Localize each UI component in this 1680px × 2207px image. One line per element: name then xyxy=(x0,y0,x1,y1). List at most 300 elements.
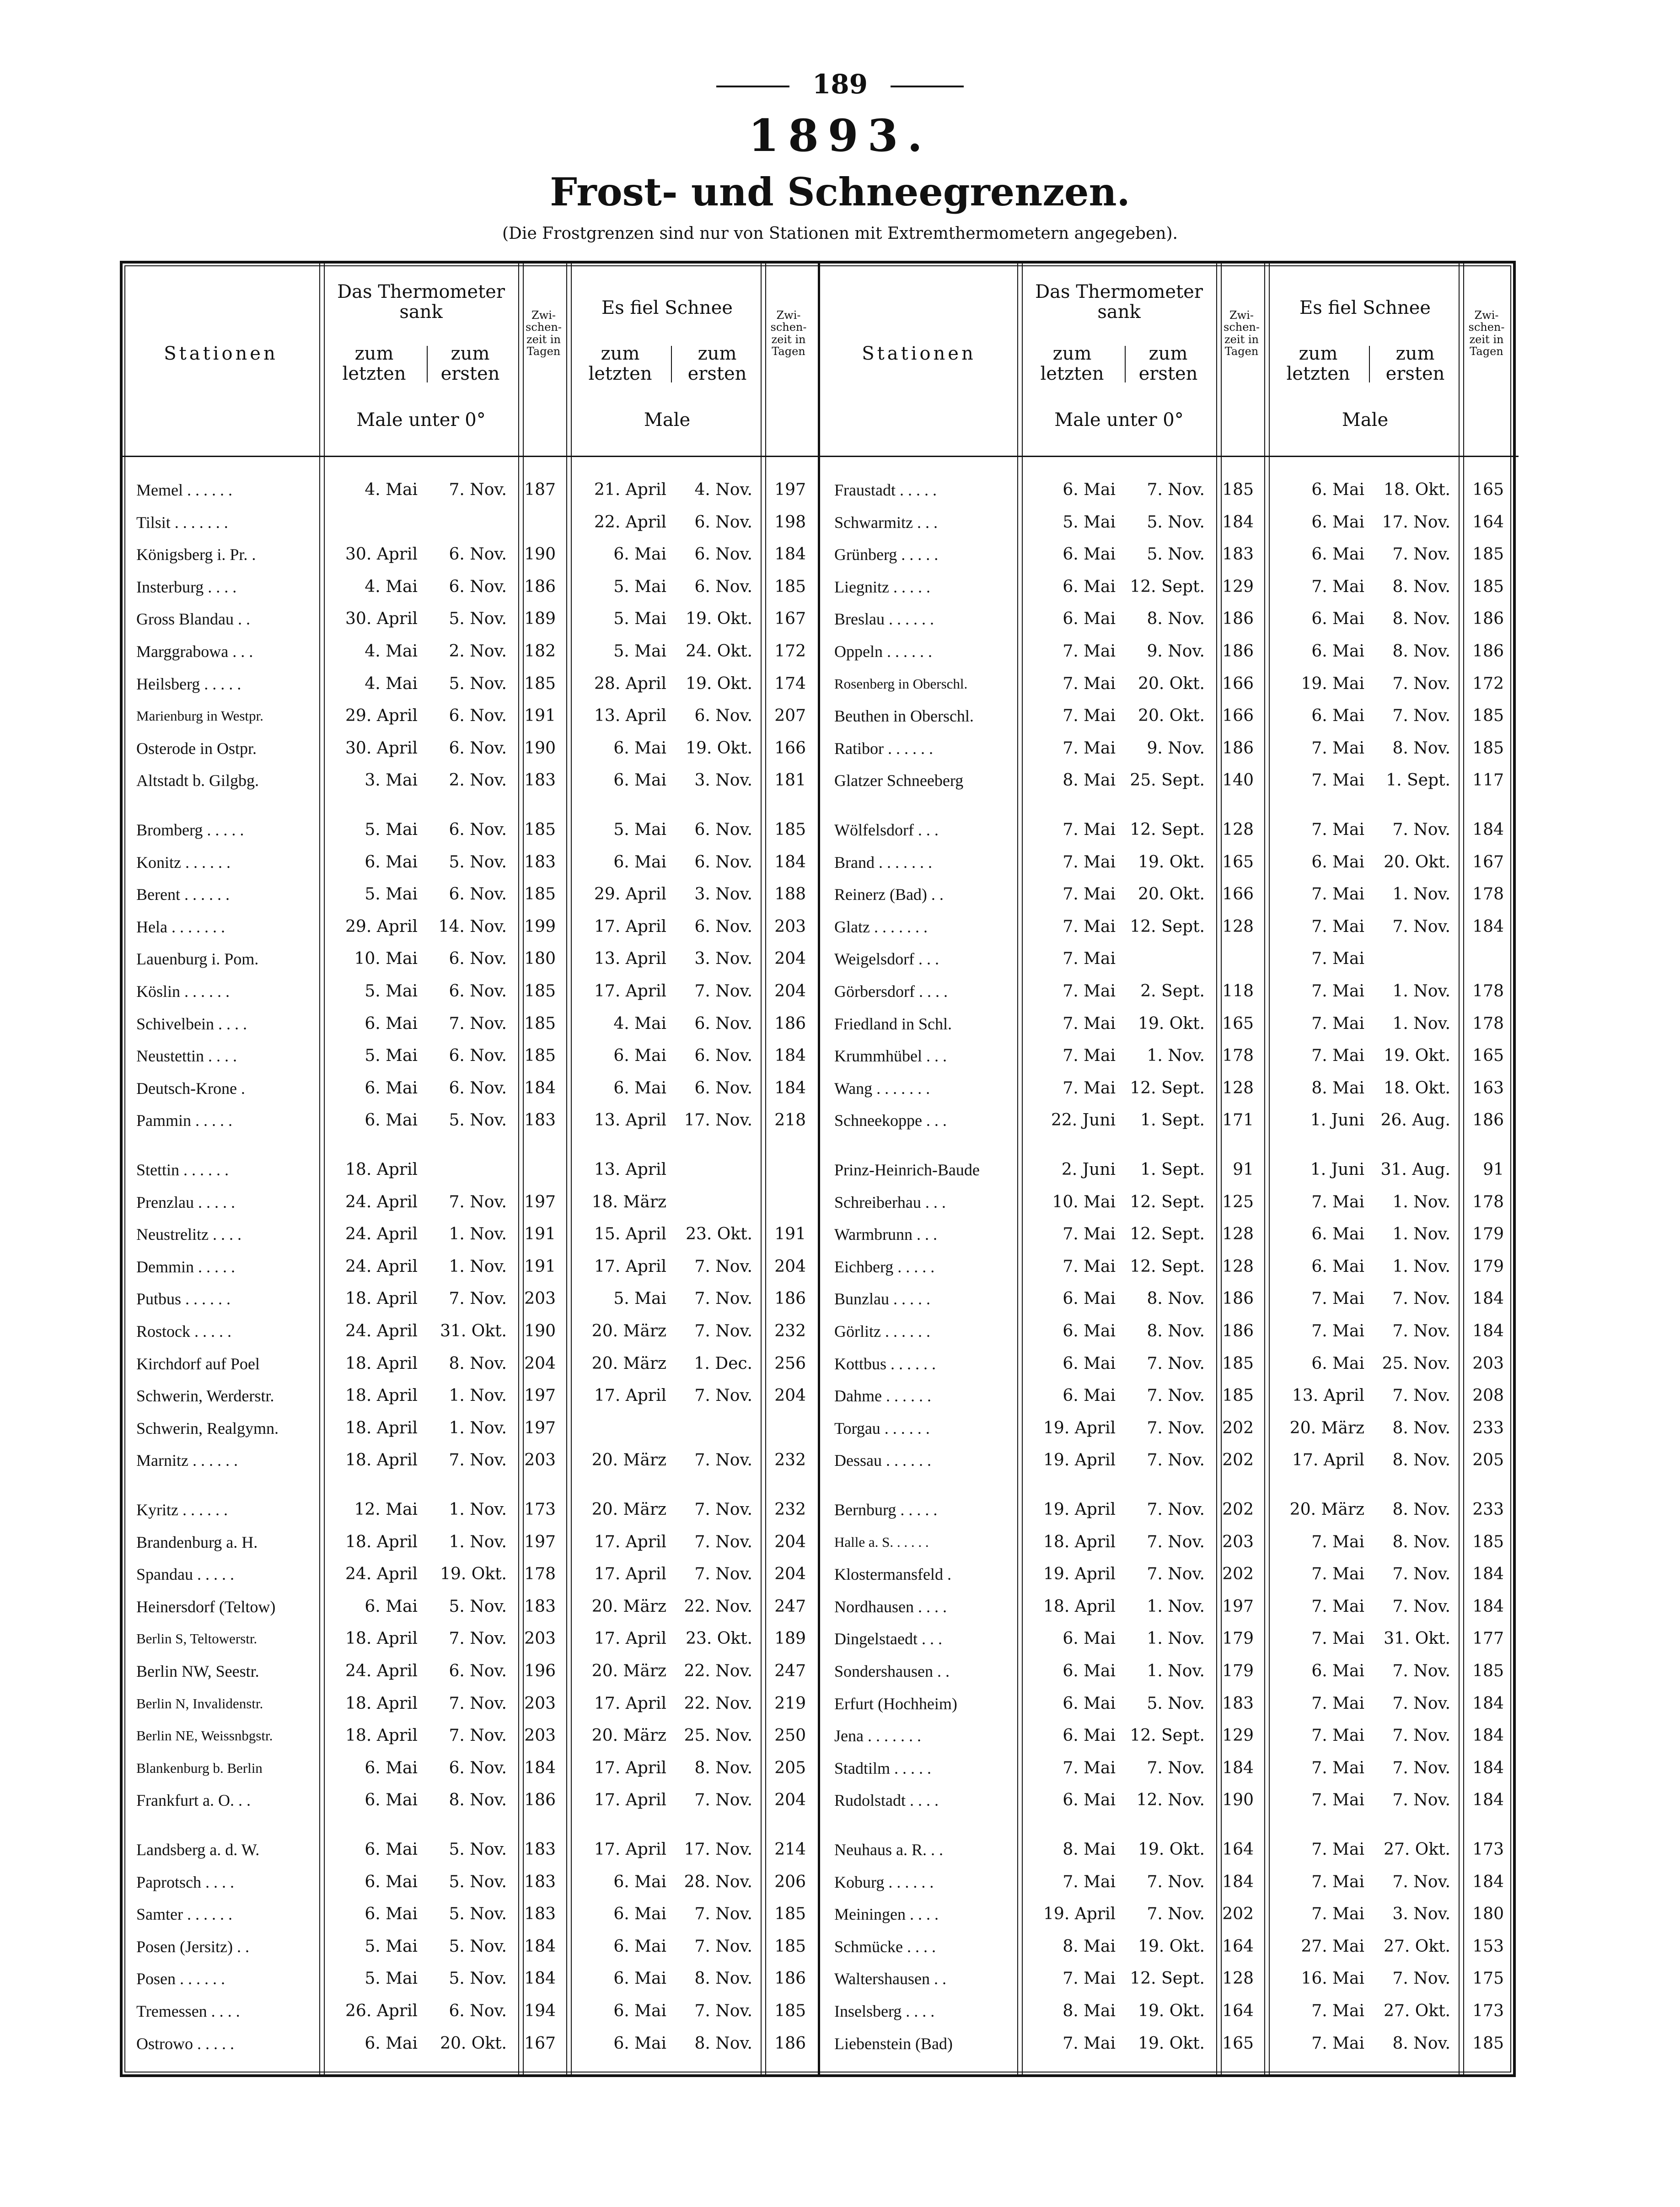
frost-interval: 165 xyxy=(1222,1014,1254,1033)
table-row xyxy=(821,1784,1519,1816)
snow-last: 15. April xyxy=(594,1225,666,1244)
snow-first: 19. Okt. xyxy=(686,609,752,629)
frost-first: 7. Nov. xyxy=(1147,1905,1205,1924)
frost-first: 2. Nov. xyxy=(449,771,507,790)
header-zum-letzten-1: zum letzten xyxy=(1040,343,1104,384)
frost-first: 6. Nov. xyxy=(449,738,507,758)
snow-interval: 172 xyxy=(1472,674,1504,693)
station-name: Stadtilm . . . . . xyxy=(834,1759,932,1777)
snow-last: 7. Mai xyxy=(1311,1905,1364,1924)
station-name: Insterburg . . . . xyxy=(136,577,237,596)
snow-first: 7. Nov. xyxy=(1392,1791,1450,1810)
table-row xyxy=(821,1008,1519,1040)
table-row xyxy=(123,1655,821,1687)
snow-interval: 186 xyxy=(774,1014,806,1033)
frost-first: 8. Nov. xyxy=(1147,609,1205,629)
table-row xyxy=(821,1444,1519,1476)
table-row xyxy=(821,1218,1519,1250)
snow-first: 3. Nov. xyxy=(694,885,752,904)
station-name: Heilsberg . . . . . xyxy=(136,674,242,693)
snow-first: 27. Okt. xyxy=(1384,1840,1450,1859)
frost-last: 6. Mai xyxy=(365,1078,418,1098)
table-row xyxy=(821,878,1519,910)
snow-interval: 179 xyxy=(1472,1257,1504,1276)
snow-first: 8. Nov. xyxy=(1392,2034,1450,2053)
snow-last: 17. April xyxy=(594,1791,666,1810)
frost-interval: 185 xyxy=(524,1014,556,1033)
station-name: Erfurt (Hochheim) xyxy=(834,1694,957,1713)
table-row xyxy=(123,975,821,1007)
snow-first: 7. Nov. xyxy=(1392,1289,1450,1308)
snow-last: 6. Mai xyxy=(613,771,666,790)
table-row xyxy=(821,571,1519,603)
table-row xyxy=(123,1720,821,1752)
page-title: Frost- und Schneegrenzen. xyxy=(550,169,1130,215)
snow-last: 6. Mai xyxy=(1311,1354,1364,1373)
snow-first: 22. Nov. xyxy=(684,1694,752,1713)
snow-interval: 218 xyxy=(774,1111,806,1130)
snow-interval: 191 xyxy=(774,1225,806,1244)
snow-last: 17. April xyxy=(594,1694,666,1713)
snow-last: 1. Juni xyxy=(1310,1111,1364,1130)
table-row xyxy=(821,764,1519,797)
table-row xyxy=(123,1784,821,1816)
frost-interval: 194 xyxy=(524,2002,556,2020)
snow-last: 6. Mai xyxy=(613,852,666,872)
table-row xyxy=(123,878,821,910)
station-name: Grünberg . . . . . xyxy=(834,545,939,564)
snow-last: 22. April xyxy=(594,512,666,532)
station-name: Schmücke . . . . xyxy=(834,1937,936,1956)
table-row xyxy=(821,1348,1519,1380)
frost-last: 7. Mai xyxy=(1063,917,1116,936)
table-row xyxy=(821,1526,1519,1558)
snow-first: 7. Nov. xyxy=(694,1451,752,1470)
station-name: Lauenburg i. Pom. xyxy=(136,950,259,969)
snow-first: 7. Nov. xyxy=(694,1937,752,1956)
station-name: Paprotsch . . . . xyxy=(136,1873,234,1891)
snow-first: 3. Nov. xyxy=(694,949,752,969)
station-name: Wang . . . . . . . xyxy=(834,1079,930,1098)
frost-first: 1. Nov. xyxy=(449,1257,507,1276)
frost-last: 7. Mai xyxy=(1063,1872,1116,1891)
frost-interval: 186 xyxy=(524,1791,556,1810)
frost-first: 1. Nov. xyxy=(1147,1046,1205,1066)
frost-last: 22. Juni xyxy=(1051,1111,1116,1130)
station-name: Weigelsdorf . . . xyxy=(834,950,939,969)
frost-last: 30. April xyxy=(345,609,418,629)
table-row xyxy=(821,1623,1519,1655)
frost-last: 6. Mai xyxy=(1063,1322,1116,1340)
snow-interval: 184 xyxy=(774,545,806,564)
snow-last: 7. Mai xyxy=(1311,1289,1364,1308)
frost-interval: 203 xyxy=(524,1289,556,1308)
frost-first: 5. Nov. xyxy=(449,674,507,693)
frost-interval: 167 xyxy=(524,2034,556,2053)
frost-last: 10. Mai xyxy=(354,949,418,969)
snow-interval: 250 xyxy=(774,1726,806,1745)
frost-first: 5. Nov. xyxy=(449,1840,507,1859)
frost-last: 12. Mai xyxy=(354,1500,418,1519)
frost-first: 7. Nov. xyxy=(1147,1500,1205,1519)
snow-last: 7. Mai xyxy=(1311,1046,1364,1066)
table-row xyxy=(123,538,821,571)
table-row xyxy=(123,1008,821,1040)
station-name: Breslau . . . . . . xyxy=(834,610,934,629)
snow-last: 13. April xyxy=(1292,1386,1364,1405)
table-row xyxy=(821,1072,1519,1104)
snow-last: 1. Juni xyxy=(1310,1160,1364,1179)
frost-last: 30. April xyxy=(345,738,418,758)
frost-first: 12. Sept. xyxy=(1130,1192,1205,1211)
snow-last: 5. Mai xyxy=(613,577,666,596)
snow-interval: 184 xyxy=(1472,1322,1504,1340)
table-row xyxy=(123,1251,821,1283)
snow-interval: 184 xyxy=(1472,917,1504,936)
table-row xyxy=(123,1963,821,1995)
snow-interval: 219 xyxy=(774,1694,806,1713)
snow-first: 8. Nov. xyxy=(1392,1418,1450,1437)
snow-interval: 185 xyxy=(1472,577,1504,596)
frost-interval: 164 xyxy=(1222,1840,1254,1859)
frost-last: 7. Mai xyxy=(1063,674,1116,693)
snow-first: 3. Nov. xyxy=(1392,1905,1450,1924)
frost-interval: 183 xyxy=(524,1111,556,1130)
header-zum-letzten-2: zum letzten xyxy=(1286,343,1350,384)
frost-interval: 186 xyxy=(1222,1289,1254,1308)
station-name: Torgau . . . . . . xyxy=(834,1419,930,1437)
frost-interval: 128 xyxy=(1222,1225,1254,1244)
table-row xyxy=(123,2028,821,2060)
station-name: Putbus . . . . . . xyxy=(136,1290,231,1308)
snow-last: 7. Mai xyxy=(1311,917,1364,936)
frost-interval: 164 xyxy=(1222,2002,1254,2020)
snow-interval: 178 xyxy=(1472,982,1504,1001)
table-row xyxy=(821,846,1519,878)
snow-first: 7. Nov. xyxy=(694,1532,752,1551)
snow-first: 22. Nov. xyxy=(684,1597,752,1616)
snow-interval: 184 xyxy=(1472,1758,1504,1777)
snow-first: 7. Nov. xyxy=(1392,1597,1450,1616)
snow-interval: 185 xyxy=(1472,2034,1504,2053)
station-name: Heinersdorf (Teltow) xyxy=(136,1597,276,1616)
station-name: Spandau . . . . . xyxy=(136,1565,234,1584)
frost-last: 2. Juni xyxy=(1061,1160,1116,1179)
snow-last: 6. Mai xyxy=(1311,1225,1364,1244)
snow-last: 17. April xyxy=(594,982,666,1001)
table-row xyxy=(123,846,821,878)
frost-interval: 186 xyxy=(1222,642,1254,661)
frost-last: 5. Mai xyxy=(365,1969,418,1988)
station-name: Wölfelsdorf . . . xyxy=(834,821,939,839)
frost-interval: 190 xyxy=(524,738,556,758)
snow-last: 13. April xyxy=(594,1111,666,1130)
snow-interval: 185 xyxy=(774,1937,806,1956)
frost-first: 6. Nov. xyxy=(449,545,507,564)
frost-first: 8. Nov. xyxy=(449,1791,507,1810)
table-row xyxy=(821,1688,1519,1720)
table-row xyxy=(123,1444,821,1476)
frost-interval: 204 xyxy=(524,1354,556,1373)
snow-interval: 167 xyxy=(774,609,806,629)
frost-first: 7. Nov. xyxy=(1147,1418,1205,1437)
header-zum-ersten-2: zum ersten xyxy=(687,343,747,384)
frost-first: 19. Okt. xyxy=(440,1565,507,1584)
snow-interval: 247 xyxy=(774,1597,806,1616)
snow-last: 13. April xyxy=(594,1160,666,1179)
frost-last: 26. April xyxy=(345,2002,418,2020)
station-name: Nordhausen . . . . xyxy=(834,1597,947,1616)
station-name: Halle a. S. . . . . . xyxy=(834,1534,929,1550)
frost-last: 6. Mai xyxy=(1063,1662,1116,1680)
table-row xyxy=(821,975,1519,1007)
snow-interval: 189 xyxy=(774,1629,806,1648)
snow-last: 17. April xyxy=(594,1840,666,1859)
frost-interval: 185 xyxy=(524,1046,556,1066)
snow-last: 6. Mai xyxy=(1311,480,1364,499)
station-name: Schneekoppe . . . xyxy=(834,1111,947,1130)
frost-first: 19. Okt. xyxy=(1138,1014,1205,1033)
station-name: Schwerin, Werderstr. xyxy=(136,1387,274,1405)
station-name: Meiningen . . . . xyxy=(834,1905,939,1924)
snow-interval: 180 xyxy=(1472,1905,1504,1924)
table-row xyxy=(821,635,1519,667)
table-row xyxy=(123,1931,821,1963)
table-row xyxy=(821,732,1519,764)
frost-interval: 173 xyxy=(524,1500,556,1519)
table-row xyxy=(821,603,1519,635)
table-row xyxy=(123,1040,821,1072)
snow-first: 17. Nov. xyxy=(684,1840,752,1859)
snow-interval: 184 xyxy=(1472,1872,1504,1891)
snow-last: 20. März xyxy=(591,1451,666,1470)
snow-interval: 186 xyxy=(774,1969,806,1988)
frost-first: 20. Okt. xyxy=(1138,674,1205,693)
table-row xyxy=(821,668,1519,700)
table-row xyxy=(821,1154,1519,1186)
frost-last: 24. April xyxy=(345,1192,418,1211)
frost-first: 19. Okt. xyxy=(1138,852,1205,872)
frost-first: 5. Nov. xyxy=(449,1597,507,1616)
station-name: Klostermansfeld . xyxy=(834,1565,951,1584)
header-snow: Es fiel Schnee xyxy=(1299,297,1431,318)
station-name: Schreiberhau . . . xyxy=(834,1193,946,1211)
snow-first: 24. Okt. xyxy=(686,642,752,661)
station-name: Neuhaus a. R. . . xyxy=(834,1841,943,1859)
header-zum-letzten-2: zum letzten xyxy=(588,343,652,384)
station-name: Deutsch-Krone . xyxy=(136,1079,245,1098)
station-name: Sondershausen . . xyxy=(834,1662,950,1680)
frost-first: 5. Nov. xyxy=(1147,1694,1205,1713)
snow-last: 20. März xyxy=(591,1597,666,1616)
frost-last: 4. Mai xyxy=(365,642,418,661)
frost-interval: 179 xyxy=(1222,1662,1254,1680)
snow-last: 7. Mai xyxy=(1311,738,1364,758)
frost-last: 6. Mai xyxy=(1063,480,1116,499)
snow-interval: 184 xyxy=(774,1078,806,1098)
frost-last: 8. Mai xyxy=(1063,1937,1116,1956)
snow-last: 7. Mai xyxy=(1311,982,1364,1001)
frost-interval: 202 xyxy=(1222,1565,1254,1584)
table-row xyxy=(821,1251,1519,1283)
table-row xyxy=(123,1315,821,1347)
subheader-divider xyxy=(1125,346,1126,382)
frost-last: 6. Mai xyxy=(1063,1386,1116,1405)
snow-interval: 204 xyxy=(774,982,806,1001)
snow-last: 7. Mai xyxy=(1311,1192,1364,1211)
snow-first: 19. Okt. xyxy=(686,738,752,758)
frost-first: 6. Nov. xyxy=(449,949,507,969)
frost-last: 18. April xyxy=(345,1160,418,1179)
snow-first: 18. Okt. xyxy=(1384,1078,1450,1098)
frost-interval: 182 xyxy=(524,642,556,661)
frost-last: 4. Mai xyxy=(365,480,418,499)
station-name: Bunzlau . . . . . xyxy=(834,1290,930,1308)
table-row xyxy=(821,943,1519,975)
frost-interval: 186 xyxy=(1222,1322,1254,1340)
frost-first: 1. Nov. xyxy=(449,1532,507,1551)
snow-interval: 185 xyxy=(1472,738,1504,758)
header-thermometer: Das Thermometer sank xyxy=(337,281,505,323)
snow-last: 20. März xyxy=(591,1354,666,1373)
snow-last: 6. Mai xyxy=(1311,1662,1364,1680)
station-name: Schwerin, Realgymn. xyxy=(136,1419,279,1437)
frost-first: 7. Nov. xyxy=(1147,1386,1205,1405)
frost-last: 6. Mai xyxy=(1063,609,1116,629)
table-row xyxy=(821,911,1519,943)
frost-first: 7. Nov. xyxy=(1147,1758,1205,1777)
station-name: Konitz . . . . . . xyxy=(136,853,231,872)
snow-first: 7. Nov. xyxy=(1392,1758,1450,1777)
frost-first: 12. Sept. xyxy=(1130,820,1205,839)
frost-last: 29. April xyxy=(345,917,418,936)
frost-first: 5. Nov. xyxy=(449,609,507,629)
table-row xyxy=(123,1898,821,1930)
snow-interval: 204 xyxy=(774,1532,806,1551)
snow-last: 7. Mai xyxy=(1311,577,1364,596)
snow-interval: 204 xyxy=(774,1565,806,1584)
snow-interval: 184 xyxy=(1472,1597,1504,1616)
snow-first: 19. Okt. xyxy=(686,674,752,693)
snow-last: 7. Mai xyxy=(1311,1565,1364,1584)
frost-first: 20. Okt. xyxy=(1138,706,1205,726)
station-name: Görbersdorf . . . . xyxy=(834,982,948,1001)
frost-last: 7. Mai xyxy=(1063,2034,1116,2053)
table-row xyxy=(123,603,821,635)
snow-first: 17. Nov. xyxy=(1382,512,1450,532)
snow-last: 20. März xyxy=(591,1662,666,1680)
frost-last: 5. Mai xyxy=(1063,512,1116,532)
snow-last: 6. Mai xyxy=(613,1872,666,1891)
snow-last: 7. Mai xyxy=(1311,820,1364,839)
snow-last: 13. April xyxy=(594,949,666,969)
frost-last: 24. April xyxy=(345,1225,418,1244)
snow-first: 6. Nov. xyxy=(694,577,752,596)
table-row xyxy=(123,1591,821,1623)
station-name: Jena . . . . . . . xyxy=(834,1727,921,1745)
snow-first: 8. Nov. xyxy=(1392,642,1450,661)
table-row xyxy=(821,1186,1519,1218)
snow-interval: 165 xyxy=(1472,480,1504,499)
snow-first: 7. Nov. xyxy=(1392,820,1450,839)
frost-interval: 183 xyxy=(1222,545,1254,564)
snow-first: 1. Dec. xyxy=(694,1354,752,1373)
snow-interval: 185 xyxy=(1472,706,1504,726)
header-zwischenzeit-1: Zwi-schen-zeit in Tagen xyxy=(526,309,562,358)
header-thermometer: Das Thermometer sank xyxy=(1035,281,1203,323)
snow-interval: 247 xyxy=(774,1662,806,1680)
frost-interval: 196 xyxy=(524,1662,556,1680)
frost-interval: 118 xyxy=(1222,982,1254,1001)
snow-last: 6. Mai xyxy=(613,738,666,758)
station-name: Samter . . . . . . xyxy=(136,1905,232,1924)
snow-first: 23. Okt. xyxy=(686,1629,752,1648)
snow-interval: 179 xyxy=(1472,1225,1504,1244)
frost-last: 6. Mai xyxy=(1063,1791,1116,1810)
frost-last: 6. Mai xyxy=(365,1872,418,1891)
table-row xyxy=(821,1931,1519,1963)
frost-first: 6. Nov. xyxy=(449,982,507,1001)
snow-first: 7. Nov. xyxy=(1392,1386,1450,1405)
frost-interval: 179 xyxy=(1222,1629,1254,1648)
table-row xyxy=(123,1688,821,1720)
snow-interval: 232 xyxy=(774,1322,806,1340)
frost-interval: 202 xyxy=(1222,1451,1254,1470)
snow-first: 1. Nov. xyxy=(1392,1192,1450,1211)
frost-interval: 140 xyxy=(1222,771,1254,790)
station-name: Neustettin . . . . xyxy=(136,1047,237,1066)
frost-last: 6. Mai xyxy=(365,1840,418,1859)
frost-interval: 184 xyxy=(524,1078,556,1098)
station-name: Marggrabowa . . . xyxy=(136,642,253,661)
snow-interval: 233 xyxy=(1472,1500,1504,1519)
snow-first: 6. Nov. xyxy=(694,820,752,839)
frost-first: 7. Nov. xyxy=(449,1192,507,1211)
frost-interval: 185 xyxy=(524,982,556,1001)
frost-interval: 203 xyxy=(524,1451,556,1470)
frost-interval: 202 xyxy=(1222,1905,1254,1924)
station-name: Beuthen in Oberschl. xyxy=(834,707,974,726)
frost-last: 24. April xyxy=(345,1257,418,1276)
frost-last: 24. April xyxy=(345,1662,418,1680)
table-row xyxy=(123,1412,821,1444)
frost-last: 18. April xyxy=(345,1532,418,1551)
station-name: Brand . . . . . . . xyxy=(834,853,932,872)
snow-first: 1. Nov. xyxy=(1392,885,1450,904)
snow-interval: 185 xyxy=(774,1905,806,1924)
snow-first: 6. Nov. xyxy=(694,1078,752,1098)
frost-interval: 129 xyxy=(1222,1726,1254,1745)
snow-first: 7. Nov. xyxy=(694,1500,752,1519)
frost-last: 7. Mai xyxy=(1063,1225,1116,1244)
frost-first: 6. Nov. xyxy=(449,577,507,596)
snow-last: 5. Mai xyxy=(613,642,666,661)
snow-last: 18. März xyxy=(591,1192,666,1211)
frost-last: 19. April xyxy=(1043,1418,1116,1437)
frost-last: 5. Mai xyxy=(365,982,418,1001)
snow-first: 1. Nov. xyxy=(1392,1014,1450,1033)
snow-first: 7. Nov. xyxy=(1392,1694,1450,1713)
frost-interval: 128 xyxy=(1222,917,1254,936)
snow-first: 7. Nov. xyxy=(1392,1872,1450,1891)
snow-first: 7. Nov. xyxy=(694,1905,752,1924)
snow-last: 28. April xyxy=(594,674,666,693)
snow-interval: 203 xyxy=(1472,1354,1504,1373)
station-name: Liegnitz . . . . . xyxy=(834,577,930,596)
station-name: Inselsberg . . . . xyxy=(834,2002,935,2020)
snow-interval: 233 xyxy=(1472,1418,1504,1437)
frost-last: 19. April xyxy=(1043,1565,1116,1584)
